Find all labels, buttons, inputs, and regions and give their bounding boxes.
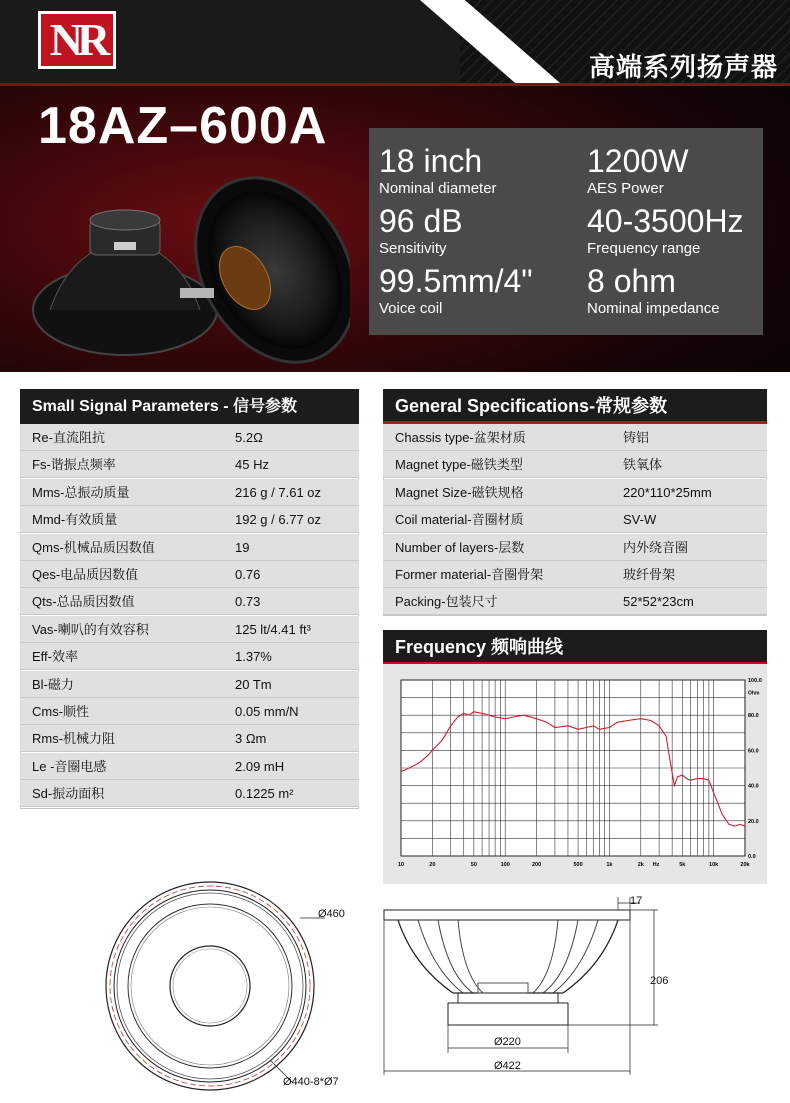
speaker-product-image (30, 160, 350, 365)
general-spec-param-name: Magnet Size-磁铁规格 (395, 484, 524, 500)
general-spec-param-value: 玻纤骨架 (623, 567, 676, 582)
small-signal-row (20, 725, 359, 752)
general-specs-title: General Specifications-常规参数 (383, 389, 767, 424)
series-title: 高端系列扬声器 (588, 52, 778, 82)
general-spec-param-value: 铁氧体 (623, 457, 663, 473)
small-signal-param-value: 3 Ωm (235, 731, 267, 747)
small-signal-param-value: 216 g / 7.61 oz (235, 484, 322, 500)
small-signal-row (20, 424, 359, 451)
y-tick-label: 100.0 (748, 678, 762, 684)
small-signal-param-value: 0.73 (235, 594, 261, 610)
small-signal-row (20, 616, 359, 643)
small-signal-row (20, 671, 359, 698)
small-signal-param-name: Sd-振动面积 (32, 786, 105, 802)
small-signal-row (20, 561, 359, 588)
small-signal-param-name: Rms-机械力阻 (32, 731, 116, 747)
key-spec-frequency-range: 40-3500Hz Frequency range (587, 203, 744, 257)
small-signal-param-name: Qts-总品质因数值 (32, 594, 135, 610)
x-tick-label: 1k (606, 862, 613, 868)
small-signal-param-value: 0.76 (235, 567, 261, 582)
label-frame-diameter: Ø422 (494, 1060, 521, 1072)
general-spec-row (383, 561, 767, 588)
general-spec-param-name: Former material-音圈骨架 (395, 567, 544, 582)
small-signal-row (20, 506, 359, 533)
key-specs-panel (369, 128, 763, 335)
y-tick-label: 40.0 (748, 783, 759, 790)
small-signal-param-name: Bl-磁力 (32, 676, 74, 692)
model-number: 18AZ–600A (38, 97, 328, 155)
x-tick-label: 200 (531, 862, 542, 868)
general-spec-param-value: 内外绕音圈 (623, 539, 689, 555)
y-unit-label: Ohm (748, 690, 760, 697)
small-signal-row (20, 451, 359, 478)
general-spec-row (383, 479, 767, 506)
small-signal-row (20, 588, 359, 615)
small-signal-param-value: 0.05 mm/N (235, 704, 299, 719)
general-spec-row (383, 424, 767, 451)
small-signal-param-name: Cms-顺性 (32, 704, 90, 719)
general-spec-param-name: Number of layers-层数 (395, 539, 525, 555)
small-signal-param-value: 20 Tm (235, 676, 272, 692)
label-magnet-diameter: Ø220 (494, 1036, 521, 1048)
x-unit-label: Hz (652, 862, 660, 868)
general-spec-param-value: 铸铝 (623, 430, 650, 445)
small-signal-row (20, 479, 359, 506)
general-spec-row (383, 534, 767, 561)
small-signal-row (20, 643, 359, 670)
y-tick-label: 0.0 (748, 854, 756, 860)
small-signal-param-name: Le -音圈电感 (32, 758, 107, 774)
label-flange-depth: 17 (630, 895, 643, 907)
frequency-response-chart (383, 664, 767, 884)
small-signal-param-name: Mms-总振动质量 (32, 484, 130, 500)
y-tick-label: 60.0 (748, 748, 759, 755)
small-signal-row (20, 698, 359, 725)
small-signal-param-value: 2.09 mH (235, 758, 285, 774)
small-signal-param-name: Vas-喇叭的有效容积 (32, 621, 149, 637)
small-signal-param-name: Mmd-有效质量 (32, 512, 118, 528)
general-spec-param-name: Coil material-音圈材质 (395, 512, 524, 528)
small-signal-param-value: 5.2Ω (235, 430, 263, 445)
general-spec-row (383, 506, 767, 533)
x-tick-label: 50 (470, 862, 477, 868)
small-signal-param-value: 45 Hz (235, 457, 269, 473)
small-signal-row (20, 753, 359, 780)
general-spec-param-name: Magnet type-磁铁类型 (395, 457, 523, 473)
general-spec-param-name: Chassis type-盆架材质 (395, 430, 526, 445)
label-mounting-holes: Ø440-8*Ø7 (283, 1076, 339, 1088)
general-spec-param-value: 52*52*23cm (623, 594, 694, 610)
key-spec-impedance: 8 ohm Nominal impedance (587, 263, 720, 317)
general-spec-param-value: 220*110*25mm (623, 484, 712, 500)
x-tick-label: 20 (429, 862, 436, 868)
hero-banner (0, 0, 790, 372)
small-signal-param-name: Eff-效率 (32, 649, 78, 665)
small-signal-param-value: 1.37% (235, 649, 272, 665)
general-spec-row (383, 451, 767, 478)
x-tick-label: 100 (500, 862, 510, 868)
small-signal-row (20, 534, 359, 561)
frequency-panel (383, 664, 767, 884)
small-signal-title: Small Signal Parameters - 信号参数 (20, 389, 359, 424)
label-outer-diameter: Ø460 (318, 908, 345, 920)
small-signal-param-name: Fs-谐振点频率 (32, 457, 116, 473)
x-tick-label: 10k (709, 862, 719, 868)
small-signal-param-value: 19 (235, 539, 250, 555)
key-spec-diameter: 18 inch Nominal diameter (379, 143, 497, 197)
side-view-drawing (378, 895, 678, 1080)
small-signal-param-value: 192 g / 6.77 oz (235, 512, 322, 528)
key-spec-voice-coil: 99.5mm/4" Voice coil (379, 263, 533, 317)
small-signal-row (20, 780, 359, 807)
x-tick-label: 20k (740, 862, 750, 868)
key-spec-sensitivity: 96 dB Sensitivity (379, 203, 463, 257)
small-signal-param-value: 125 lt/4.41 ft³ (235, 621, 311, 637)
general-spec-param-name: Packing-包装尺寸 (395, 594, 498, 610)
small-signal-param-value: 0.1225 m² (235, 786, 294, 802)
small-signal-param-name: Re-直流阻抗 (32, 430, 105, 445)
x-tick-label: 5k (679, 862, 686, 868)
frequency-title: Frequency 频响曲线 (383, 630, 767, 665)
general-spec-row (383, 588, 767, 615)
y-tick-label: 80.0 (748, 713, 759, 720)
general-spec-param-value: SV-W (623, 512, 657, 528)
front-view-drawing (95, 878, 325, 1100)
dust-cap (170, 946, 250, 1026)
x-tick-label: 2k (637, 862, 644, 868)
small-signal-param-name: Qes-电品质因数值 (32, 567, 139, 582)
key-spec-power: 1200W AES Power (587, 143, 689, 197)
small-signal-param-name: Qms-机械品质因数值 (32, 539, 155, 555)
outer-rim (106, 882, 314, 1090)
y-tick-label: 20.0 (748, 818, 759, 825)
x-tick-label: 500 (573, 862, 583, 868)
x-tick-label: 10 (397, 862, 405, 868)
brand-logo: NR (38, 11, 116, 69)
label-overall-depth: 206 (650, 975, 669, 987)
